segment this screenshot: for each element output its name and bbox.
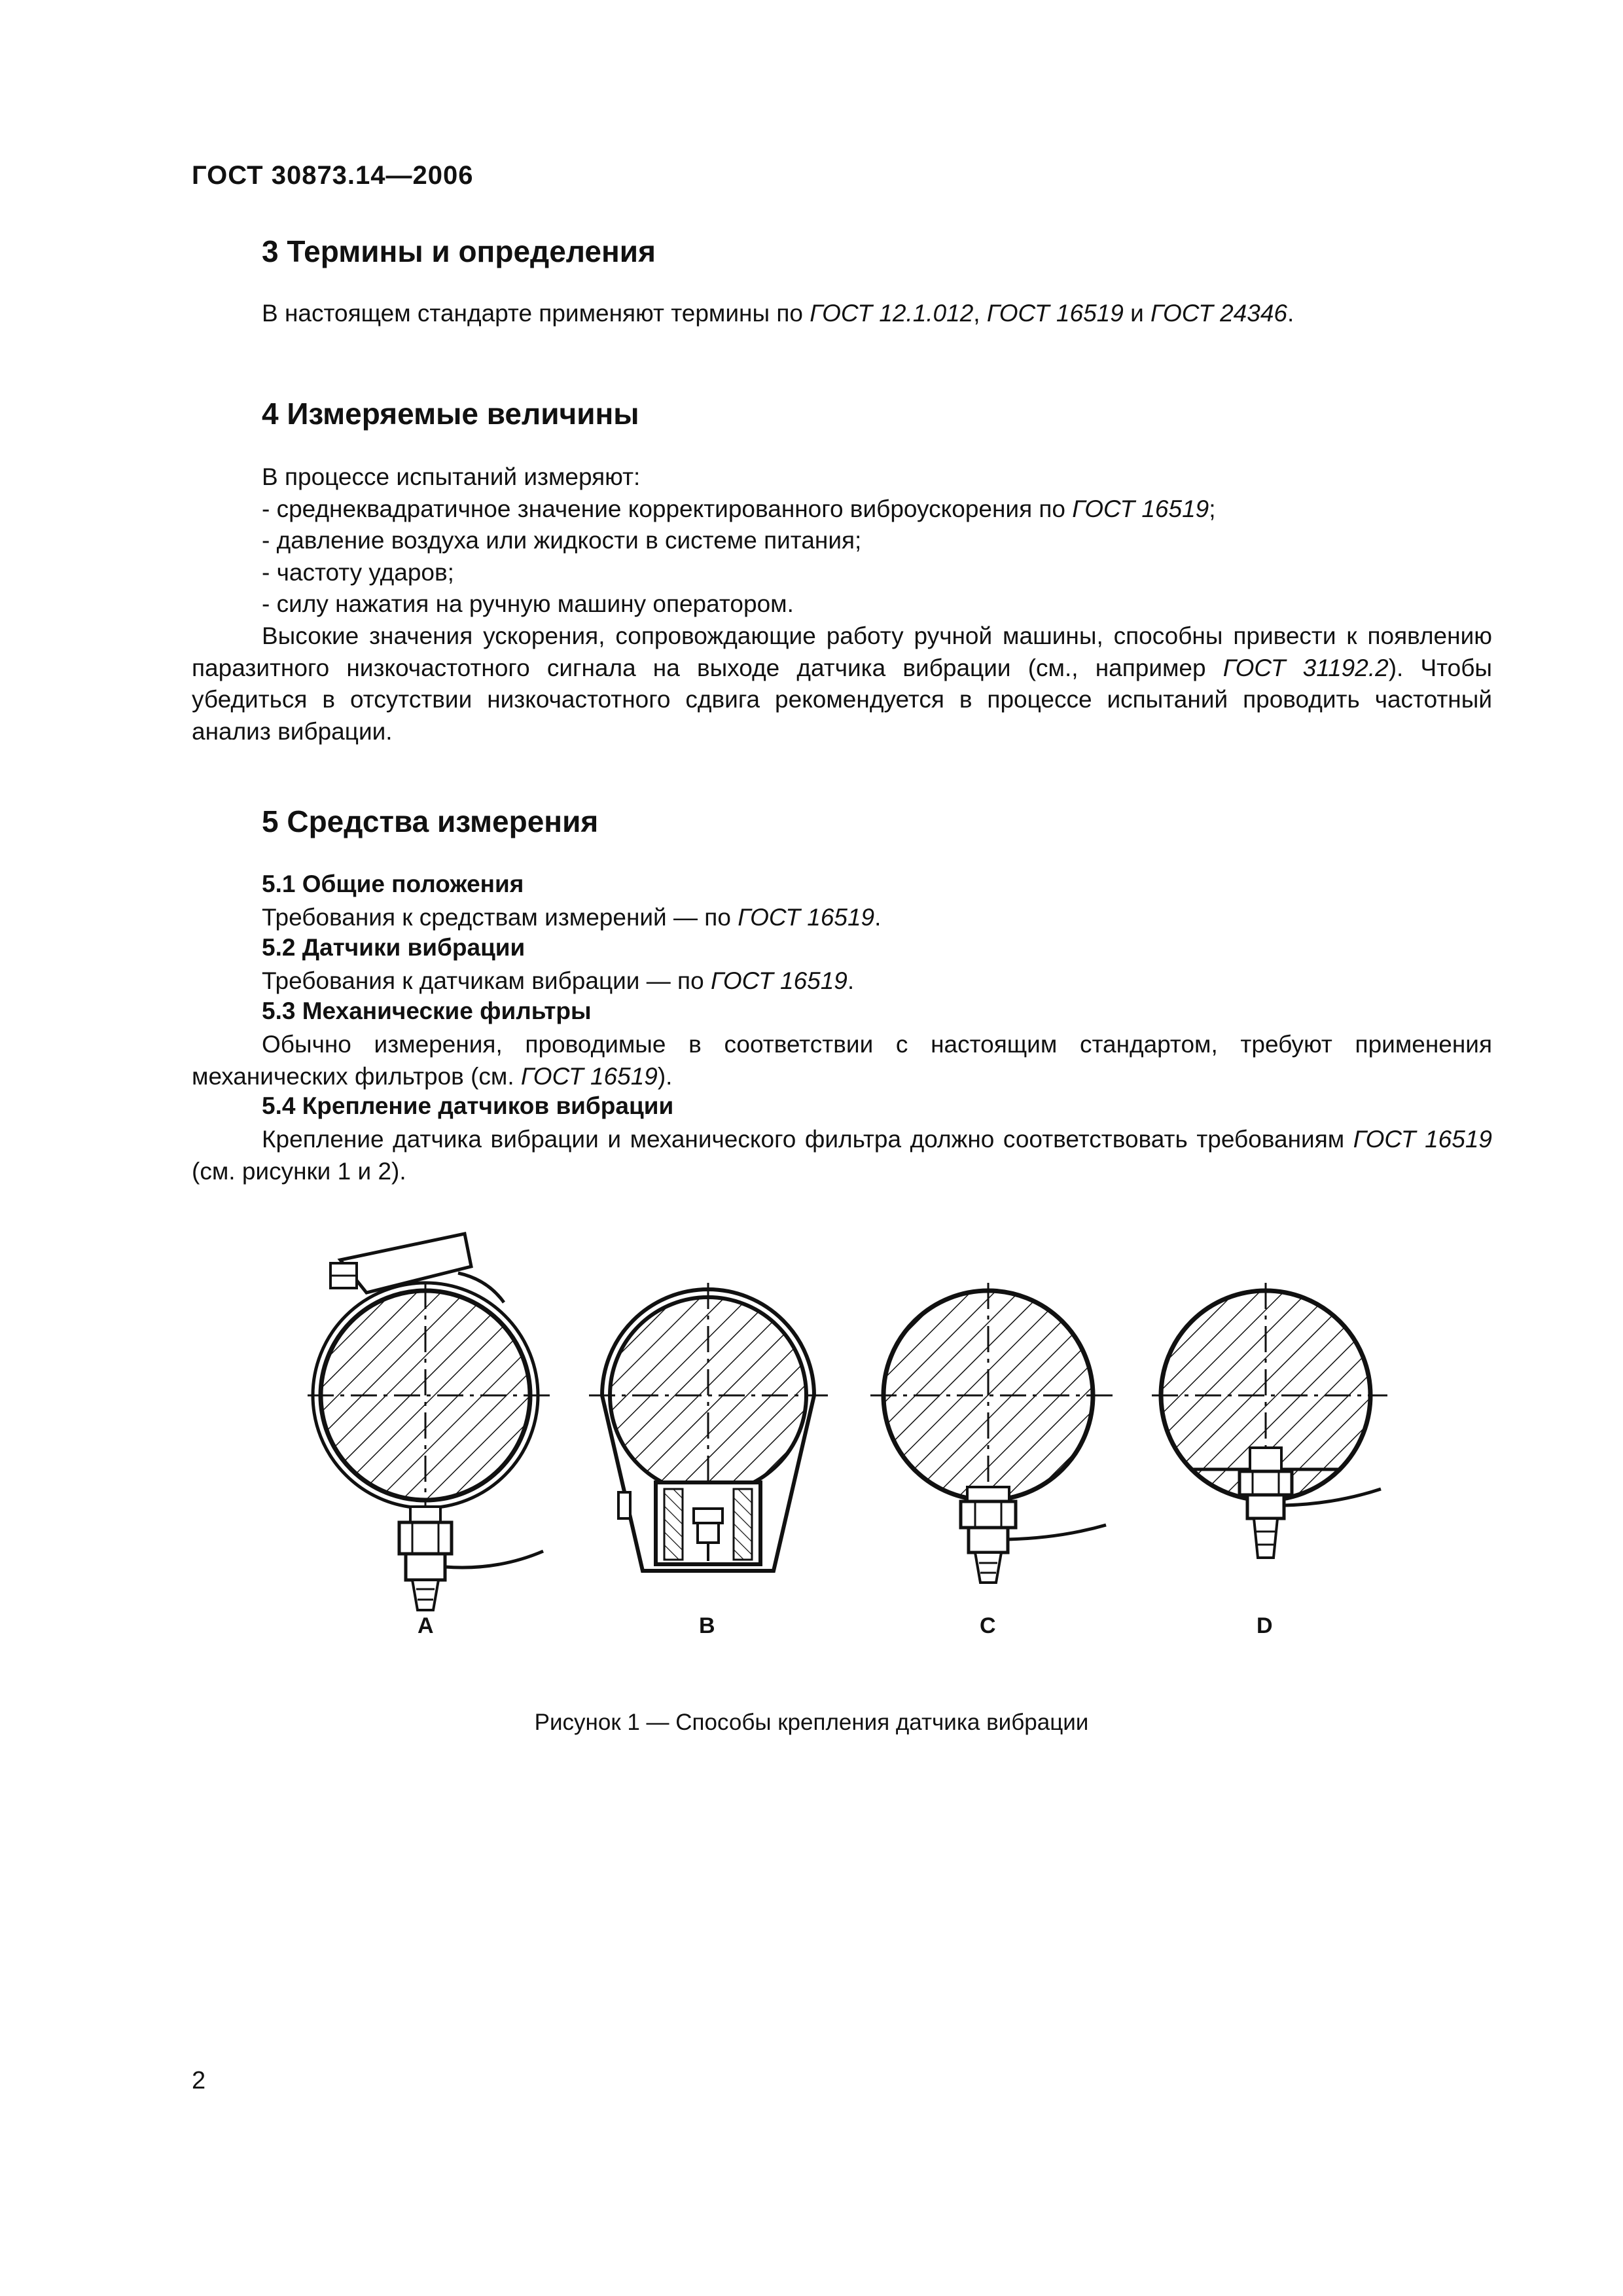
list-item: - давление воздуха или жидкости в системе питания; — [262, 527, 862, 554]
section-5-4-text: Крепление датчика вибрации и механического фильтра должно соответствовать требованиям ГОСТ 16519 (см. рисунки 1 и 2). — [192, 1126, 1492, 1185]
section-5-1-title: 5.1 Общие положения — [262, 870, 524, 897]
figure-label-d: D — [1257, 1613, 1273, 1638]
mount-a-drawing — [308, 1234, 550, 1610]
section-3-title: 3 Термины и определения — [262, 234, 656, 268]
section-5-3-title: 5.3 Механические фильтры — [262, 997, 592, 1024]
list-item: - среднеквадратичное значение корректированного виброускорения по ГОСТ 16519; — [262, 495, 1216, 522]
list-item: - частоту ударов; — [262, 558, 454, 586]
section-5-1-text: Требования к средствам измерений — по ГОСТ 16519. — [262, 904, 882, 931]
figure-label-c: C — [980, 1613, 996, 1638]
section-3-text: В настоящем стандарте применяют термины по ГОСТ 12.1.012, ГОСТ 16519 и ГОСТ 24346. — [262, 300, 1294, 327]
section-4-title: 4 Измеряемые величины — [262, 397, 639, 431]
figure-caption: Рисунок 1 — Способы крепления датчика вибрации — [534, 1710, 1089, 1735]
list-item: - силу нажатия на ручную машину оператором. — [262, 590, 794, 617]
figure-label-a: A — [418, 1613, 434, 1638]
section-5-2-text: Требования к датчикам вибрации — по ГОСТ 16519. — [262, 967, 855, 994]
document-header: ГОСТ 30873.14—2006 — [192, 161, 474, 190]
mount-d-drawing — [1152, 1283, 1387, 1558]
section-5-4-title: 5.4 Крепление датчиков вибрации — [262, 1092, 674, 1119]
page-number: 2 — [192, 2067, 206, 2094]
section-4-paragraph: Высокие значения ускорения, сопровождающие работу ручной машины, способны привести к появлению паразитного низкочастотного сигнала на выходе датчика вибрации (см., например ГОСТ 31192.2). Чтобы убедиться в отсутствии низкочастотного сдвига рекомендуется в процессе испытаний проводить частотный анализ вибрации. — [192, 622, 1492, 745]
section-5-2-title: 5.2 Датчики вибрации — [262, 934, 526, 961]
section-5-3-text: Обычно измерения, проводимые в соответствии с настоящим стандартом, требуют применения механических фильтров (см. ГОСТ 16519). — [192, 1031, 1492, 1090]
figure-label-b: B — [699, 1613, 715, 1638]
list-intro: В процессе испытаний измеряют: — [262, 463, 641, 490]
mount-b-drawing — [589, 1283, 828, 1571]
mount-c-drawing — [870, 1283, 1113, 1583]
section-5-title: 5 Средства измерения — [262, 804, 599, 838]
